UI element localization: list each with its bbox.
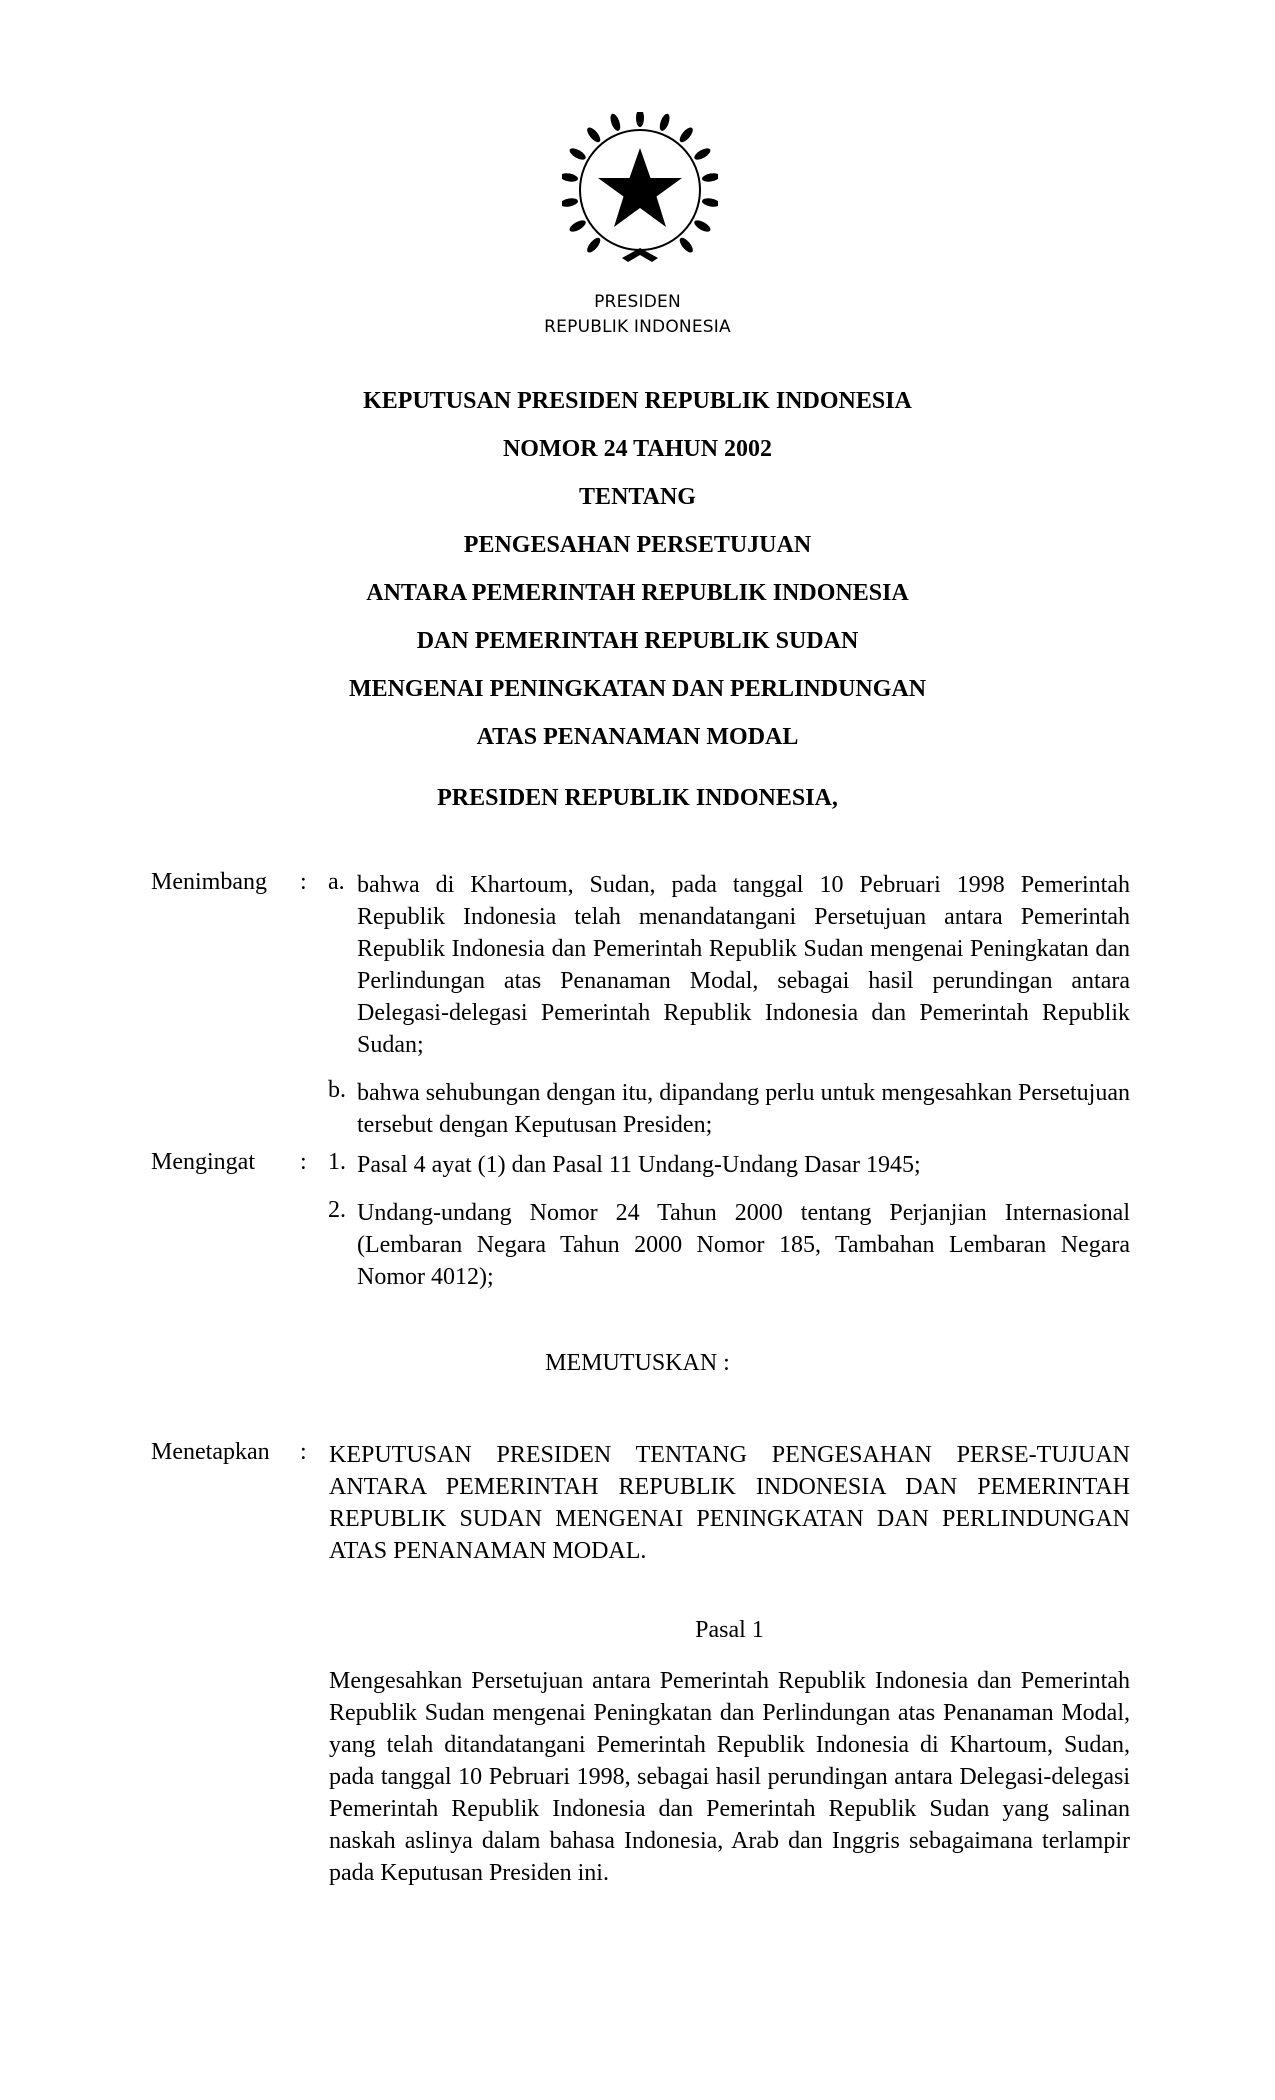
decree-subject-line4: MENGENAI PENINGKATAN DAN PERLINDUNGAN (348, 676, 927, 702)
header-caption-line1: PRESIDEN (594, 292, 681, 312)
pasal-1-heading: Pasal 1 (695, 1617, 764, 1643)
decree-number: NOMOR 24 TAHUN 2002 (502, 436, 773, 462)
menimbang-item-b-marker: b. (328, 1077, 346, 1103)
mengingat-item-2-marker: 2. (328, 1197, 346, 1223)
menimbang-item-a-text: bahwa di Khartoum, Sudan, pada tanggal 10 Pebruari 1998 Pemerintah Republik Indonesia telah menandatangani Persetujuan antara Pemerintah Republik Indonesia dan Pemerintah Republik Sudan mengenai Peningkatan dan Perlindungan atas Penanaman Modal, sebagai hasil perundingan antara Delegasi-delegasi Pemerintah Republik Indonesia dan Pemerintah Republik Sudan; (357, 872, 1130, 1058)
menetapkan-label: Menetapkan (151, 1439, 270, 1465)
menimbang-item-b-text: bahwa sehubungan dengan itu, dipandang perlu untuk mengesahkan Persetujuan tersebut dengan Keputusan Presiden; (357, 1080, 1130, 1138)
menimbang-item-a-marker: a. (328, 869, 345, 895)
decree-subject-line2: ANTARA PEMERINTAH REPUBLIK INDONESIA (366, 580, 909, 606)
mengingat-item-2-text: Undang-undang Nomor 24 Tahun 2000 tentang Perjanjian Internasional (Lembaran Negara Tahun 2000 Nomor 185, Tambahan Lembaran Negara Nomor 4012); (357, 1200, 1130, 1290)
pasal-1-text: Mengesahkan Persetujuan antara Pemerintah Republik Indonesia dan Pemerintah Republik Sudan mengenai Peningkatan dan Perlindungan atas Penanaman Modal, yang telah ditandatangani Pemerintah Republik Indonesia di Khartoum, Sudan, pada tanggal 10 Pebruari 1998, sebagai hasil perundingan antara Delegasi-delegasi Pemerintah Republik Indonesia dan Pemerintah Republik Sudan yang salinan naskah aslinya dalam bahasa Indonesia, Arab dan Inggris sebagaimana terlampir pada Keputusan Presiden ini. (329, 1668, 1130, 1886)
decree-subject-line1: PENGESAHAN PERSETUJUAN (463, 532, 812, 558)
mengingat-item-1-marker: 1. (328, 1149, 346, 1175)
menimbang-label: Menimbang (151, 869, 267, 895)
decree-subject-line3: DAN PEMERINTAH REPUBLIK SUDAN (416, 628, 859, 654)
mengingat-label: Mengingat (151, 1149, 255, 1175)
menimbang-colon: : (300, 869, 307, 895)
decree-subject-line5: ATAS PENANAMAN MODAL (476, 724, 799, 750)
menetapkan-colon: : (300, 1439, 307, 1465)
header-caption-line2: REPUBLIK INDONESIA (544, 317, 731, 337)
mengingat-colon: : (300, 1149, 307, 1175)
menetapkan-text: KEPUTUSAN PRESIDEN TENTANG PENGESAHAN PERSE-TUJUAN ANTARA PEMERINTAH REPUBLIK INDONESIA DAN PEMERINTAH REPUBLIK SUDAN MENGENAI PENINGKATAN DAN PERLINDUNGAN ATAS PENANAMAN MODAL. (329, 1442, 1130, 1564)
decree-title: KEPUTUSAN PRESIDEN REPUBLIK INDONESIA (363, 388, 912, 414)
decree-issuer: PRESIDEN REPUBLIK INDONESIA, (437, 785, 838, 811)
mengingat-item-1-text: Pasal 4 ayat (1) dan Pasal 11 Undang-Undang Dasar 1945; (357, 1152, 921, 1178)
garuda-star-emblem-icon (562, 112, 718, 268)
decree-tentang: TENTANG (579, 484, 696, 510)
memutuskan-heading: MEMUTUSKAN : (545, 1350, 730, 1376)
